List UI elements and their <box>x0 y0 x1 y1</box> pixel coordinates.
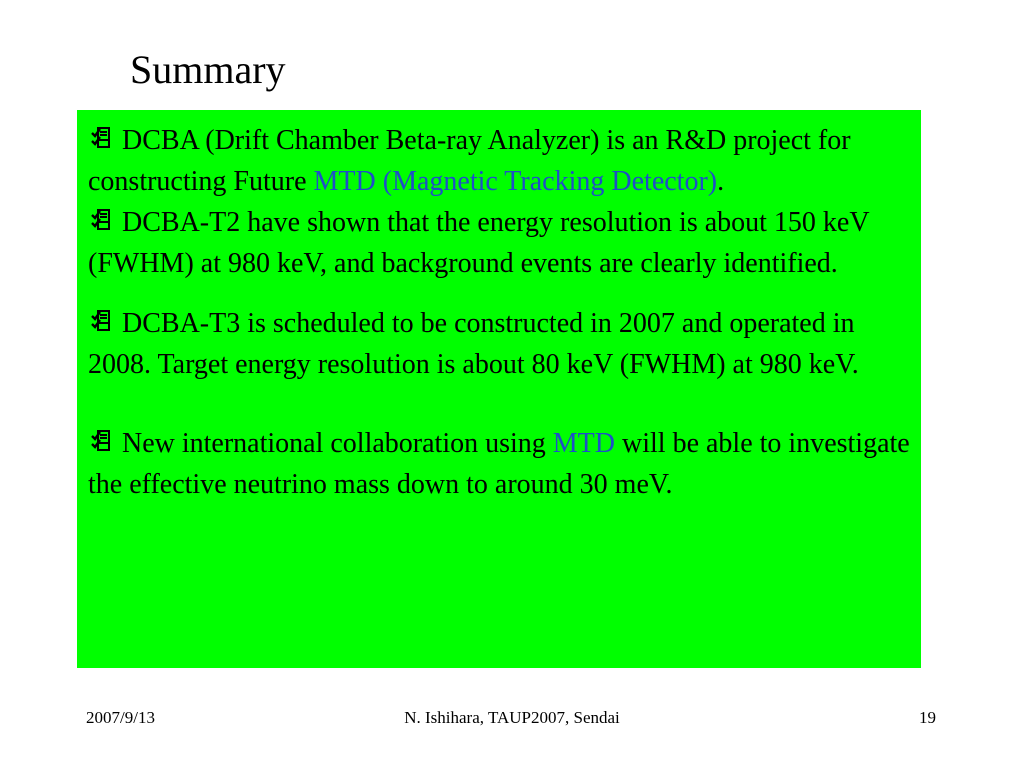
bullet-1-end: . <box>717 166 725 197</box>
footer-author-conference: N. Ishihara, TAUP2007, Sendai <box>404 708 620 727</box>
slide-title: Summary <box>130 47 286 92</box>
bullet-4-text-start: New international collaboration using <box>122 428 553 459</box>
bullet-item-4 <box>88 423 911 505</box>
footer-date: 2007/9/13 <box>86 708 155 727</box>
bullet-item-1 <box>88 120 911 202</box>
bullet-1-text: DCBA (Drift Chamber Beta-ray Analyzer) is an R&D project for constructing Future <box>88 125 851 197</box>
bullet-item-3 <box>88 303 911 385</box>
bullet-3-text: DCBA-T3 is scheduled to be constructed in 2007 and operated in 2008. Target energy resolution is about 80 keV (FWHM) at 980 keV. <box>88 308 859 380</box>
check-list-icon <box>88 207 122 233</box>
check-list-icon <box>88 125 122 151</box>
bullet-4-text-end: will be able to investigate the effective neutrino mass down to around 30 meV. <box>88 428 910 500</box>
mtd-full-name: MTD (Magnetic Tracking Detector) <box>313 166 718 197</box>
bullet-2-text: DCBA-T2 have shown that the energy resolution is about 150 keV (FWHM) at 980 keV, and background events are clearly identified. <box>88 207 870 279</box>
check-list-icon <box>88 428 122 454</box>
footer-page-number: 19 <box>919 708 936 727</box>
check-list-icon <box>88 308 122 334</box>
mtd-abbreviation: MTD <box>552 428 616 459</box>
summary-box <box>77 110 921 668</box>
bullet-item-2 <box>88 202 911 284</box>
